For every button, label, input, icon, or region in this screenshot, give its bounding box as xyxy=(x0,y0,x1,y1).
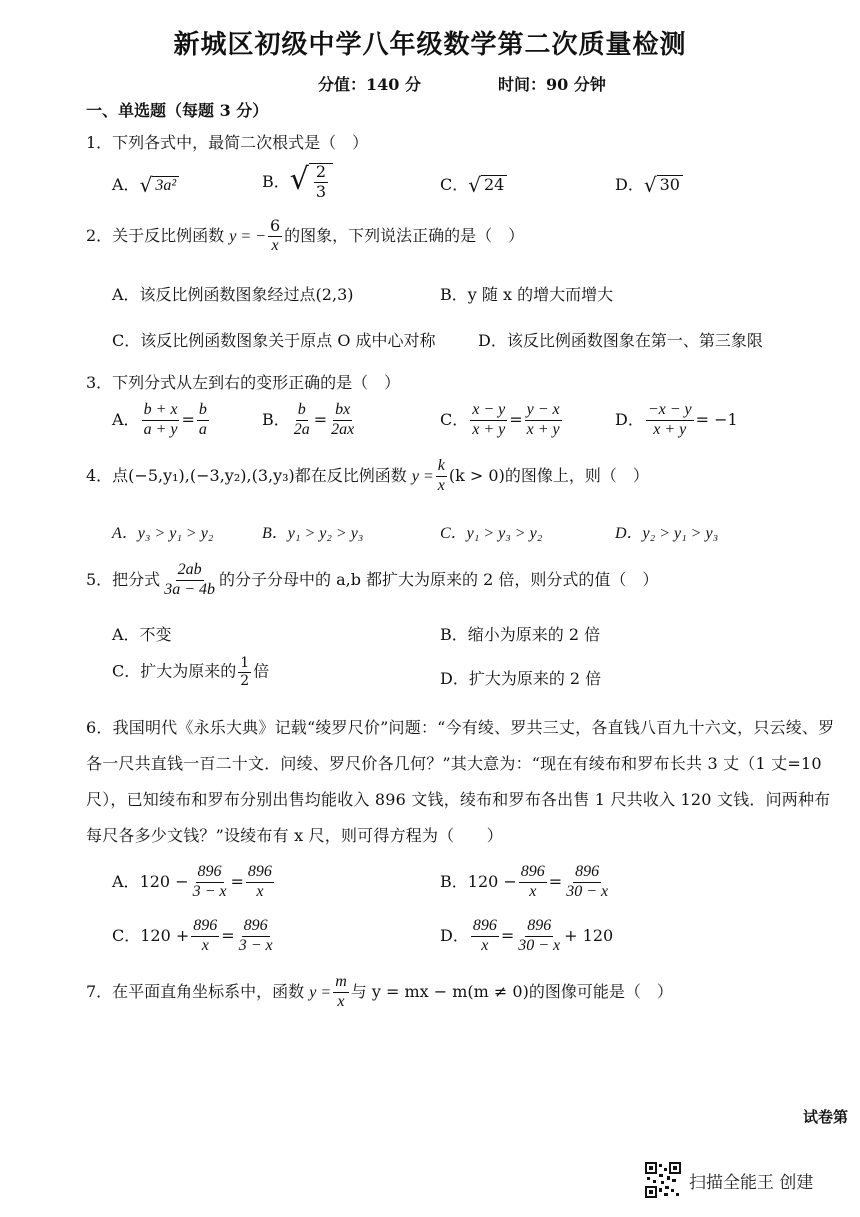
q5-option-c: C．扩大为原来的 $\frac{1}{2}$ 倍 xyxy=(112,655,270,689)
q3-option-b: B． $\frac{b}{2a}$ = $\frac{bx}{2ax}$ xyxy=(262,401,355,438)
q4-option-d: D．y₂ > y₁ > y₃ xyxy=(615,525,719,542)
q2-option-b: B．y 随 x 的增大而增大 xyxy=(440,285,614,304)
q1-option-b: B．√ $\frac{2}{3}$ xyxy=(262,162,333,201)
q6-option-b: B．120 − $\frac{896}{x}$ = $\frac{896}{30 - x}$ xyxy=(440,863,609,900)
question-4-stem: 4．点(−5,y₁),(−3,y₂),(3,y₃)都在反比例函数 y = $\frac{k}{x}$ (k > 0)的图像上，则（ ） xyxy=(86,457,649,494)
exam-score: 分值：140 分 xyxy=(318,75,421,94)
q5-option-a: A．不变 xyxy=(112,625,172,644)
page-footer: 试卷第 xyxy=(802,1108,848,1126)
question-5-stem: 5．把分式 $\frac{2ab}{3a - 4b}$ 的分子分母中的 a,b 都扩大为原来的 2 倍，则分式的值（ ） xyxy=(86,561,659,598)
q1-option-d: D．√ 30 xyxy=(615,172,683,197)
section-heading: 一、单选题（每题 3 分） xyxy=(86,101,269,120)
question-3-stem: 3．下列分式从左到右的变形正确的是（ ） xyxy=(86,373,401,392)
q6-option-a: A．120 − $\frac{896}{3 - x}$ = $\frac{896}{x}$ xyxy=(112,863,272,900)
q3-option-c: C． $\frac{x - y}{x + y}$ = $\frac{y - x}{x + y}$ xyxy=(440,401,560,438)
question-1-stem: 1．下列各式中，最简二次根式是（ ） xyxy=(86,133,369,152)
scanner-brand-label: 扫描全能王 创建 xyxy=(689,1172,814,1193)
qr-code-icon xyxy=(645,1162,681,1198)
q4-option-b: B．y₁ > y₂ > y₃ xyxy=(262,525,364,542)
q2-option-d: D．该反比例函数图象在第一、第三象限 xyxy=(478,331,763,350)
q2-option-c: C．该反比例函数图象关于原点 O 成中心对称 xyxy=(112,331,436,350)
question-7-stem: 7．在平面直角坐标系中，函数 y = $\frac{m}{x}$ 与 y = mx − m(m ≠ 0)的图像可能是（ ） xyxy=(86,973,673,1010)
q6-option-d: D． $\frac{896}{x}$ = $\frac{896}{30 - x}$ + 120 xyxy=(440,917,614,954)
q3-option-d: D． $\frac{-x - y}{x + y}$ = −1 xyxy=(615,401,738,438)
q5-option-b: B．缩小为原来的 2 倍 xyxy=(440,625,601,644)
exam-time: 时间：90 分钟 xyxy=(498,75,606,94)
q4-option-a: A．y₃ > y₁ > y₂ xyxy=(112,525,214,542)
q1-option-c: C．√ 24 xyxy=(440,172,507,197)
exam-title: 新城区初级中学八年级数学第二次质量检测 xyxy=(173,30,687,60)
q6-option-c: C．120 + $\frac{896}{x}$ = $\frac{896}{3 - x}$ xyxy=(112,917,273,954)
scanner-watermark xyxy=(645,1162,813,1198)
q3-option-a: A． $\frac{b + x}{a + y}$ = $\frac{b}{a}$ xyxy=(112,401,207,438)
q2-option-a: A．该反比例函数图象经过点(2,3) xyxy=(112,285,354,304)
q4-option-c: C．y₁ > y₃ > y₂ xyxy=(440,525,543,542)
q1-option-a: A．√ 3a² xyxy=(112,172,179,197)
question-2-stem: 2．关于反比例函数 y = − $\frac{6}{x}$ 的图象，下列说法正确的是（ ） xyxy=(86,216,525,254)
question-6-paragraph: 6．我国明代《永乐大典》记载“绫罗尺价”问题：“今有绫、罗共三丈，各直钱八百九十六文，只云绫、罗各一尺共直钱一百二十文．问绫、罗尺价各几何？”其大意为：“现在有绫布和罗布长共 3 丈（1 丈=10 尺），已知绫布和罗布分别出售均能收入 896 文钱，绫布和罗布各出售 1 尺共收入 120 文钱．问两种布每尺各多少文钱？”设绫布有 x 尺，则可得方程为（ ） xyxy=(86,718,835,845)
q5-option-d: D．扩大为原来的 2 倍 xyxy=(440,669,602,688)
